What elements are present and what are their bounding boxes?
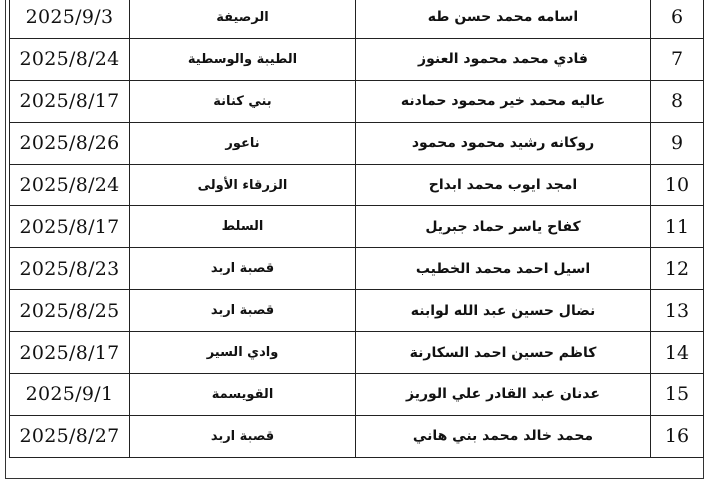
table-row [10,80,704,122]
name-cell: كاظم حسين احمد السكارنة [356,332,651,374]
city-cell: وادي السير [130,332,356,374]
table-row [10,0,704,38]
table-row [10,38,704,80]
date-cell: 2025/8/24 [10,38,130,80]
date-cell: 2025/9/1 [10,374,130,416]
date-cell: 2025/8/17 [10,332,130,374]
name-cell: عدنان عبد القادر علي الوريز [356,374,651,416]
row-number-cell: 9 [651,122,704,164]
row-number-cell: 16 [651,415,704,457]
row-number-cell: 13 [651,290,704,332]
row-number-cell: 15 [651,374,704,416]
date-cell: 2025/8/23 [10,248,130,290]
row-number-cell: 14 [651,332,704,374]
table-row [10,415,704,457]
name-cell: اسيل احمد محمد الخطيب [356,248,651,290]
row-number-cell: 7 [651,38,704,80]
table-row [10,164,704,206]
date-cell: 2025/8/17 [10,206,130,248]
city-cell: بني كنانة [130,80,356,122]
row-number-cell: 6 [651,0,704,38]
name-cell: فادي محمد محمود العنوز [356,38,651,80]
table-row [10,290,704,332]
name-cell: عاليه محمد خير محمود حمادنه [356,80,651,122]
city-cell: ناعور [130,122,356,164]
name-cell: امجد ايوب محمد ابداح [356,164,651,206]
city-cell: الزرقاء الأولى [130,164,356,206]
date-cell: 2025/9/3 [10,0,130,38]
city-cell: قصبة اربد [130,290,356,332]
date-cell: 2025/8/26 [10,122,130,164]
date-cell: 2025/8/27 [10,415,130,457]
city-cell: الطيبة والوسطية [130,38,356,80]
city-cell: قصبة اربد [130,248,356,290]
city-cell: القويسمة [130,374,356,416]
city-cell: الرصيفة [130,0,356,38]
city-cell: السلط [130,206,356,248]
row-number-cell: 11 [651,206,704,248]
date-cell: 2025/8/25 [10,290,130,332]
name-cell: اسامه محمد حسن طه [356,0,651,38]
date-cell: 2025/8/24 [10,164,130,206]
table-row [10,206,704,248]
records-table [9,0,704,458]
table-row [10,248,704,290]
city-cell: قصبة اربد [130,415,356,457]
table-row [10,122,704,164]
records-table-body [10,0,704,457]
row-number-cell: 8 [651,80,704,122]
name-cell: كفاح ياسر حماد جبريل [356,206,651,248]
row-number-cell: 10 [651,164,704,206]
table-row [10,374,704,416]
name-cell: روكانه رشيد محمود محمود [356,122,651,164]
row-number-cell: 12 [651,248,704,290]
name-cell: محمد خالد محمد بني هاني [356,415,651,457]
date-cell: 2025/8/17 [10,80,130,122]
name-cell: نضال حسين عبد الله لوابنه [356,290,651,332]
table-row [10,332,704,374]
